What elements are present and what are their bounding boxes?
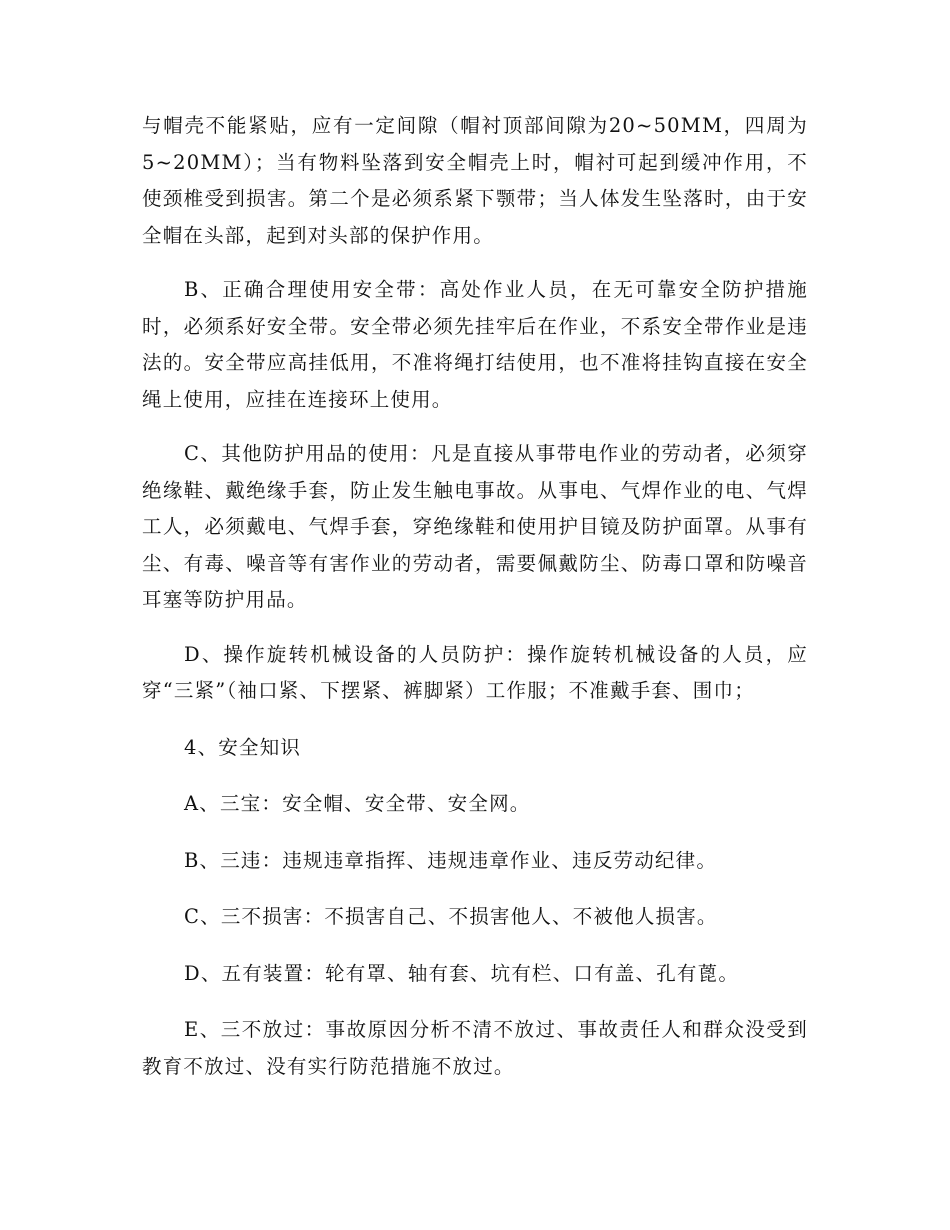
document-body	[142, 108, 808, 1085]
list-item-three-no-harm: C、三不损害：不损害自己、不损害他人、不被他人损害。	[184, 905, 718, 928]
list-item-three-violations: B、三违：违规违章指挥、违规违章作业、违反劳动纪律。	[184, 848, 718, 872]
section-heading-safety-knowledge: 4、安全知识	[184, 735, 302, 759]
list-item-five-devices: D、五有装置：轮有罩、轴有套、坑有栏、口有盖、孔有蓖。	[184, 961, 740, 985]
paragraph-other-protection: C、其他防护用品的使用：凡是直接从事带电作业的劳动者，必须穿绝缘鞋、戴绝缘手套，防止发生触电事故。从事电、气焊作业的电、气焊工人，必须戴电、气焊手套，穿绝缘鞋和使用护目镜及防护面罩。从事有尘、有毒、噪音等有害作业的劳动者，需要佩戴防尘、防毒口罩和防噪音耳塞等防护用品。	[142, 442, 808, 611]
list-item-three-treasures: A、三宝：安全帽、安全带、安全网。	[184, 792, 531, 815]
paragraph-rotating-machinery: D、操作旋转机械设备的人员防护：操作旋转机械设备的人员，应穿“三紧”（袖口紧、下摆紧、裤脚紧）工作服；不准戴手套、围巾；	[142, 642, 808, 702]
paragraph-safety-belt: B、正确合理使用安全带：高处作业人员，在无可靠安全防护措施时，必须系好安全带。安全带必须先挂牢后在作业，不系安全带作业是违法的。安全带应高挂低用，不准将绳打结使用，也不准将挂钩直接在安全绳上使用，应挂在连接环上使用。	[142, 278, 808, 411]
paragraph-helmet-continued: 与帽壳不能紧贴，应有一定间隙（帽衬顶部间隙为20~50MM，四周为5~20MM）；当有物料坠落到安全帽壳上时，帽衬可起到缓冲作用，不使颈椎受到损害。第二个是必须系紧下颚带；当人体发生坠落时，由于安全帽在头部，起到对头部的保护作用。	[142, 114, 808, 247]
list-item-three-not-let-go: E、三不放过：事故原因分析不清不放过、事故责任人和群众没受到教育不放过、没有实行防范措施不放过。	[142, 1018, 808, 1078]
